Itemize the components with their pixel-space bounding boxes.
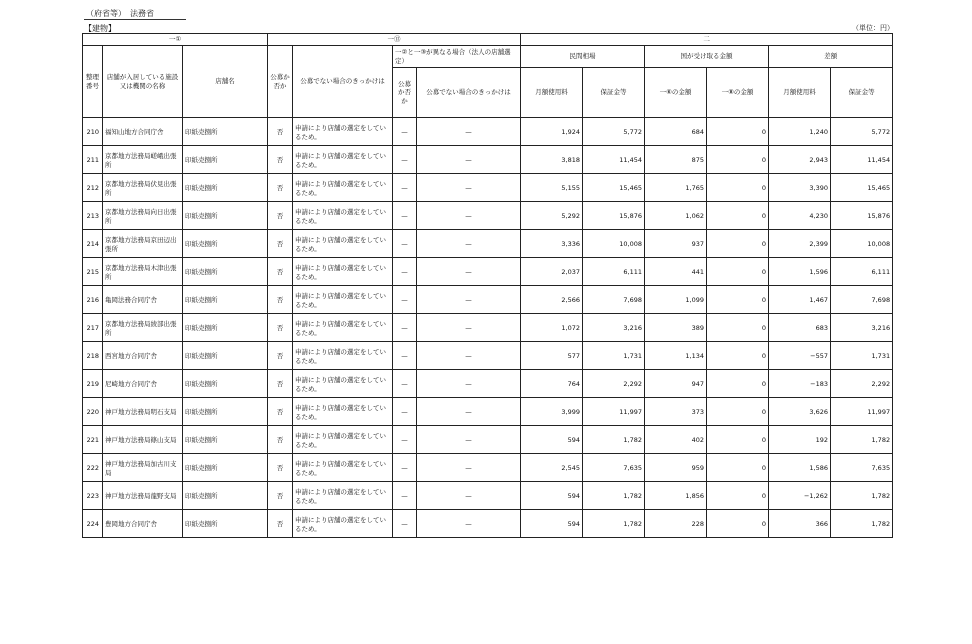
kuni-8-amount: 0 bbox=[707, 426, 769, 454]
reason-text: 申請により店舗の選定をしているため。 bbox=[293, 370, 393, 398]
reason2-value: — bbox=[417, 510, 521, 538]
sagaku-monthly: 2,943 bbox=[769, 146, 831, 174]
sagaku-monthly: 192 bbox=[769, 426, 831, 454]
kobo-value: 否 bbox=[268, 314, 293, 342]
table-row bbox=[83, 118, 893, 146]
sagaku-deposit: 5,772 bbox=[831, 118, 893, 146]
row-number: 215 bbox=[83, 258, 103, 286]
header-group-2: 二 bbox=[521, 34, 893, 46]
header-kikkake-2: 公募でない場合のきっかけは bbox=[417, 68, 521, 118]
kobo-value: 否 bbox=[268, 230, 293, 258]
sagaku-deposit: 3,216 bbox=[831, 314, 893, 342]
reason-text: 申請により店舗の選定をしているため。 bbox=[293, 510, 393, 538]
minkan-monthly: 1,072 bbox=[521, 314, 583, 342]
reason-text: 申請により店舗の選定をしているため。 bbox=[293, 258, 393, 286]
header-kuni: 国が受け取る金額 bbox=[645, 46, 769, 68]
kuni-8-amount: 0 bbox=[707, 258, 769, 286]
header-sagaku: 差額 bbox=[769, 46, 893, 68]
kuni-6-amount: 1,062 bbox=[645, 202, 707, 230]
shop-name: 印紙売捌所 bbox=[183, 510, 268, 538]
kuni-6-amount: 1,765 bbox=[645, 174, 707, 202]
kobo-value: 否 bbox=[268, 370, 293, 398]
kobo2-value: — bbox=[393, 118, 417, 146]
reason-text: 申請により店舗の選定をしているため。 bbox=[293, 202, 393, 230]
header-facility: 店舗が入居している施設又は機関の名称 bbox=[103, 46, 183, 118]
row-number: 210 bbox=[83, 118, 103, 146]
minkan-monthly: 3,818 bbox=[521, 146, 583, 174]
sagaku-monthly: 366 bbox=[769, 510, 831, 538]
minkan-deposit: 7,698 bbox=[583, 286, 645, 314]
minkan-monthly: 2,545 bbox=[521, 454, 583, 482]
reason-text: 申請により店舗の選定をしているため。 bbox=[293, 286, 393, 314]
kobo-value: 否 bbox=[268, 118, 293, 146]
kuni-6-amount: 937 bbox=[645, 230, 707, 258]
row-number: 223 bbox=[83, 482, 103, 510]
reason-text: 申請により店舗の選定をしているため。 bbox=[293, 398, 393, 426]
minkan-deposit: 2,292 bbox=[583, 370, 645, 398]
facility-name: 尼崎地方合同庁舎 bbox=[103, 370, 183, 398]
table-row bbox=[83, 314, 893, 342]
header-group-1: 一① bbox=[83, 34, 268, 46]
shop-name: 印紙売捌所 bbox=[183, 286, 268, 314]
row-number: 212 bbox=[83, 174, 103, 202]
shop-name: 印紙売捌所 bbox=[183, 454, 268, 482]
kobo2-value: — bbox=[393, 314, 417, 342]
facility-name: 京都地方法務局綾部出張所 bbox=[103, 314, 183, 342]
reason-text: 申請により店舗の選定をしているため。 bbox=[293, 146, 393, 174]
reason2-value: — bbox=[417, 146, 521, 174]
shop-name: 印紙売捌所 bbox=[183, 342, 268, 370]
reason2-value: — bbox=[417, 118, 521, 146]
sagaku-deposit: 1,782 bbox=[831, 482, 893, 510]
shop-name: 印紙売捌所 bbox=[183, 314, 268, 342]
sagaku-deposit: 7,635 bbox=[831, 454, 893, 482]
header-minkan-deposit: 保証金等 bbox=[583, 68, 645, 118]
ministry-label: （府省等） 法務省 bbox=[86, 9, 154, 18]
shop-name: 印紙売捌所 bbox=[183, 482, 268, 510]
reason-text: 申請により店舗の選定をしているため。 bbox=[293, 342, 393, 370]
kobo-value: 否 bbox=[268, 398, 293, 426]
row-number: 214 bbox=[83, 230, 103, 258]
sagaku-monthly: 2,399 bbox=[769, 230, 831, 258]
kobo-value: 否 bbox=[268, 482, 293, 510]
table-row bbox=[83, 202, 893, 230]
sagaku-monthly: 1,240 bbox=[769, 118, 831, 146]
reason-text: 申請により店舗の選定をしているため。 bbox=[293, 314, 393, 342]
facility-name: 京都地方法務局京田辺出張所 bbox=[103, 230, 183, 258]
sagaku-deposit: 7,698 bbox=[831, 286, 893, 314]
facility-name: 神戸地方法務局明石支局 bbox=[103, 398, 183, 426]
header-shop: 店舗名 bbox=[183, 46, 268, 118]
sagaku-deposit: 1,782 bbox=[831, 510, 893, 538]
facility-name: 西宮地方合同庁舎 bbox=[103, 342, 183, 370]
minkan-monthly: 577 bbox=[521, 342, 583, 370]
shop-name: 印紙売捌所 bbox=[183, 258, 268, 286]
row-number: 217 bbox=[83, 314, 103, 342]
kobo-value: 否 bbox=[268, 426, 293, 454]
kobo2-value: — bbox=[393, 370, 417, 398]
shop-name: 印紙売捌所 bbox=[183, 230, 268, 258]
table-row bbox=[83, 174, 893, 202]
shop-name: 印紙売捌所 bbox=[183, 370, 268, 398]
reason2-value: — bbox=[417, 174, 521, 202]
rent-table bbox=[82, 33, 893, 538]
table-row bbox=[83, 426, 893, 454]
table-row bbox=[83, 482, 893, 510]
sagaku-monthly: 1,586 bbox=[769, 454, 831, 482]
sagaku-deposit: 6,111 bbox=[831, 258, 893, 286]
minkan-monthly: 1,924 bbox=[521, 118, 583, 146]
minkan-monthly: 5,155 bbox=[521, 174, 583, 202]
kuni-8-amount: 0 bbox=[707, 146, 769, 174]
kuni-8-amount: 0 bbox=[707, 342, 769, 370]
kuni-6-amount: 947 bbox=[645, 370, 707, 398]
sagaku-monthly: 3,626 bbox=[769, 398, 831, 426]
reason2-value: — bbox=[417, 342, 521, 370]
minkan-monthly: 594 bbox=[521, 482, 583, 510]
sagaku-monthly: −557 bbox=[769, 342, 831, 370]
sagaku-monthly: −1,262 bbox=[769, 482, 831, 510]
row-number: 213 bbox=[83, 202, 103, 230]
row-number: 216 bbox=[83, 286, 103, 314]
sagaku-deposit: 15,465 bbox=[831, 174, 893, 202]
table-row bbox=[83, 342, 893, 370]
sagaku-deposit: 2,292 bbox=[831, 370, 893, 398]
minkan-monthly: 2,566 bbox=[521, 286, 583, 314]
shop-name: 印紙売捌所 bbox=[183, 202, 268, 230]
minkan-monthly: 764 bbox=[521, 370, 583, 398]
minkan-deposit: 1,782 bbox=[583, 426, 645, 454]
shop-name: 印紙売捌所 bbox=[183, 146, 268, 174]
sagaku-monthly: 3,390 bbox=[769, 174, 831, 202]
table-row bbox=[83, 398, 893, 426]
sagaku-monthly: −183 bbox=[769, 370, 831, 398]
shop-name: 印紙売捌所 bbox=[183, 118, 268, 146]
facility-name: 豊岡地方合同庁舎 bbox=[103, 510, 183, 538]
kuni-8-amount: 0 bbox=[707, 286, 769, 314]
kobo2-value: — bbox=[393, 202, 417, 230]
minkan-deposit: 15,876 bbox=[583, 202, 645, 230]
minkan-deposit: 11,454 bbox=[583, 146, 645, 174]
reason-text: 申請により店舗の選定をしているため。 bbox=[293, 118, 393, 146]
reason2-value: — bbox=[417, 258, 521, 286]
facility-name: 京都地方法務局向日出張所 bbox=[103, 202, 183, 230]
kuni-8-amount: 0 bbox=[707, 118, 769, 146]
reason-text: 申請により店舗の選定をしているため。 bbox=[293, 426, 393, 454]
kobo2-value: — bbox=[393, 454, 417, 482]
minkan-monthly: 594 bbox=[521, 426, 583, 454]
header-sagaku-monthly: 月額使用料 bbox=[769, 68, 831, 118]
kobo-value: 否 bbox=[268, 174, 293, 202]
kuni-8-amount: 0 bbox=[707, 174, 769, 202]
sagaku-deposit: 15,876 bbox=[831, 202, 893, 230]
sagaku-monthly: 683 bbox=[769, 314, 831, 342]
header-minkan-monthly: 月額使用料 bbox=[521, 68, 583, 118]
facility-name: 京都地方法務局嵯峨出張所 bbox=[103, 146, 183, 174]
minkan-monthly: 3,336 bbox=[521, 230, 583, 258]
kuni-8-amount: 0 bbox=[707, 314, 769, 342]
kobo2-value: — bbox=[393, 286, 417, 314]
table-row bbox=[83, 510, 893, 538]
sagaku-monthly: 1,467 bbox=[769, 286, 831, 314]
minkan-deposit: 1,782 bbox=[583, 482, 645, 510]
minkan-deposit: 1,731 bbox=[583, 342, 645, 370]
minkan-deposit: 15,465 bbox=[583, 174, 645, 202]
reason2-value: — bbox=[417, 230, 521, 258]
kobo2-value: — bbox=[393, 258, 417, 286]
header-group-13: 一⑬ bbox=[268, 34, 521, 46]
divider bbox=[84, 19, 186, 20]
header-kobo-2: 公募か否か bbox=[393, 68, 417, 118]
reason-text: 申請により店舗の選定をしているため。 bbox=[293, 174, 393, 202]
kuni-8-amount: 0 bbox=[707, 454, 769, 482]
table-row bbox=[83, 286, 893, 314]
header-kobo: 公募か否か bbox=[268, 46, 293, 118]
table-body bbox=[83, 118, 893, 538]
row-number: 218 bbox=[83, 342, 103, 370]
kobo-value: 否 bbox=[268, 146, 293, 174]
header-sagaku-deposit: 保証金等 bbox=[831, 68, 893, 118]
unit-label: （単位：円） bbox=[852, 24, 894, 32]
kobo2-value: — bbox=[393, 398, 417, 426]
sagaku-deposit: 11,454 bbox=[831, 146, 893, 174]
table-row bbox=[83, 258, 893, 286]
minkan-deposit: 7,635 bbox=[583, 454, 645, 482]
row-number: 221 bbox=[83, 426, 103, 454]
kobo2-value: — bbox=[393, 146, 417, 174]
reason2-value: — bbox=[417, 454, 521, 482]
kuni-6-amount: 441 bbox=[645, 258, 707, 286]
kuni-8-amount: 0 bbox=[707, 230, 769, 258]
sagaku-monthly: 4,230 bbox=[769, 202, 831, 230]
row-number: 222 bbox=[83, 454, 103, 482]
kuni-8-amount: 0 bbox=[707, 370, 769, 398]
kuni-6-amount: 389 bbox=[645, 314, 707, 342]
sagaku-deposit: 1,782 bbox=[831, 426, 893, 454]
reason2-value: — bbox=[417, 202, 521, 230]
minkan-monthly: 3,999 bbox=[521, 398, 583, 426]
row-number: 219 bbox=[83, 370, 103, 398]
minkan-monthly: 594 bbox=[521, 510, 583, 538]
table-row bbox=[83, 454, 893, 482]
header-kikkake: 公募でない場合のきっかけは bbox=[293, 46, 393, 118]
reason2-value: — bbox=[417, 482, 521, 510]
reason2-value: — bbox=[417, 286, 521, 314]
table-row bbox=[83, 146, 893, 174]
table-row bbox=[83, 230, 893, 258]
kuni-6-amount: 959 bbox=[645, 454, 707, 482]
kobo-value: 否 bbox=[268, 454, 293, 482]
row-number: 211 bbox=[83, 146, 103, 174]
reason2-value: — bbox=[417, 398, 521, 426]
minkan-deposit: 5,772 bbox=[583, 118, 645, 146]
facility-name: 神戸地方法務局篠山支局 bbox=[103, 426, 183, 454]
kuni-6-amount: 1,134 bbox=[645, 342, 707, 370]
shop-name: 印紙売捌所 bbox=[183, 174, 268, 202]
kobo2-value: — bbox=[393, 482, 417, 510]
kobo-value: 否 bbox=[268, 342, 293, 370]
header-kuni-6: 一⑥の金額 bbox=[645, 68, 707, 118]
kuni-8-amount: 0 bbox=[707, 510, 769, 538]
kobo-value: 否 bbox=[268, 258, 293, 286]
minkan-monthly: 2,037 bbox=[521, 258, 583, 286]
header-seiri-no: 整理番号 bbox=[83, 46, 103, 118]
kuni-8-amount: 0 bbox=[707, 482, 769, 510]
sagaku-deposit: 11,997 bbox=[831, 398, 893, 426]
minkan-deposit: 11,997 bbox=[583, 398, 645, 426]
kobo2-value: — bbox=[393, 230, 417, 258]
header-sub-23: 一②と一③が異なる場合（法人の店舗選定） bbox=[393, 46, 521, 68]
shop-name: 印紙売捌所 bbox=[183, 426, 268, 454]
reason-text: 申請により店舗の選定をしているため。 bbox=[293, 482, 393, 510]
kobo-value: 否 bbox=[268, 510, 293, 538]
kuni-6-amount: 875 bbox=[645, 146, 707, 174]
reason-text: 申請により店舗の選定をしているため。 bbox=[293, 230, 393, 258]
header-kuni-8: 一⑧の金額 bbox=[707, 68, 769, 118]
kuni-6-amount: 228 bbox=[645, 510, 707, 538]
reason2-value: — bbox=[417, 370, 521, 398]
kobo2-value: — bbox=[393, 426, 417, 454]
minkan-deposit: 6,111 bbox=[583, 258, 645, 286]
kuni-8-amount: 0 bbox=[707, 398, 769, 426]
facility-name: 亀岡法務合同庁舎 bbox=[103, 286, 183, 314]
kobo-value: 否 bbox=[268, 202, 293, 230]
section-label: 【建物】 bbox=[84, 24, 116, 33]
minkan-deposit: 3,216 bbox=[583, 314, 645, 342]
kobo2-value: — bbox=[393, 510, 417, 538]
sagaku-monthly: 1,596 bbox=[769, 258, 831, 286]
header-minkan: 民間相場 bbox=[521, 46, 645, 68]
sagaku-deposit: 10,008 bbox=[831, 230, 893, 258]
kuni-6-amount: 1,856 bbox=[645, 482, 707, 510]
facility-name: 京都地方法務局木津出張所 bbox=[103, 258, 183, 286]
facility-name: 京都地方法務局伏見出張所 bbox=[103, 174, 183, 202]
reason2-value: — bbox=[417, 314, 521, 342]
kobo2-value: — bbox=[393, 174, 417, 202]
kuni-6-amount: 684 bbox=[645, 118, 707, 146]
kobo-value: 否 bbox=[268, 286, 293, 314]
minkan-deposit: 1,782 bbox=[583, 510, 645, 538]
table-row bbox=[83, 370, 893, 398]
kuni-8-amount: 0 bbox=[707, 202, 769, 230]
shop-name: 印紙売捌所 bbox=[183, 398, 268, 426]
reason-text: 申請により店舗の選定をしているため。 bbox=[293, 454, 393, 482]
facility-name: 神戸地方法務局龍野支局 bbox=[103, 482, 183, 510]
kuni-6-amount: 1,099 bbox=[645, 286, 707, 314]
sagaku-deposit: 1,731 bbox=[831, 342, 893, 370]
row-number: 224 bbox=[83, 510, 103, 538]
facility-name: 神戸地方法務局加古川支局 bbox=[103, 454, 183, 482]
kuni-6-amount: 373 bbox=[645, 398, 707, 426]
minkan-monthly: 5,292 bbox=[521, 202, 583, 230]
row-number: 220 bbox=[83, 398, 103, 426]
facility-name: 福知山地方合同庁舎 bbox=[103, 118, 183, 146]
kobo2-value: — bbox=[393, 342, 417, 370]
reason2-value: — bbox=[417, 426, 521, 454]
minkan-deposit: 10,008 bbox=[583, 230, 645, 258]
kuni-6-amount: 402 bbox=[645, 426, 707, 454]
